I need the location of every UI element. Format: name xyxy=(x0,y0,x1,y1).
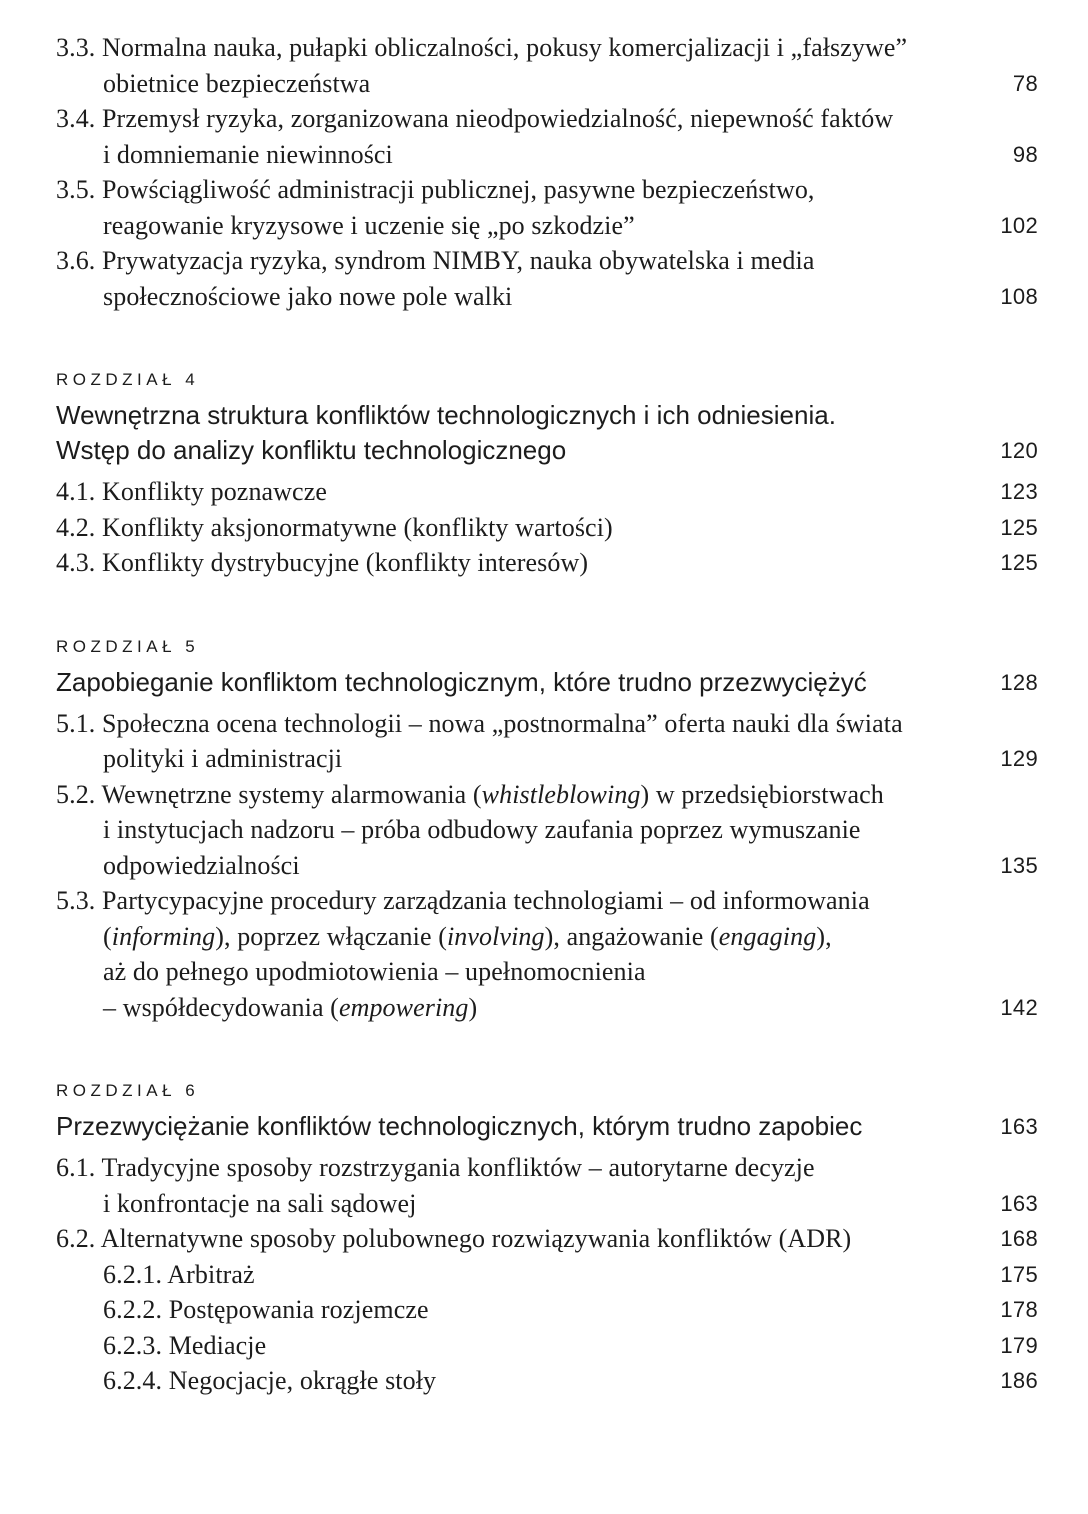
toc-entry-text: 4.3. Konflikty dystrybucyjne (konflikty interesów) xyxy=(56,548,589,577)
chapter-title-text: Przezwyciężanie konfliktów technologicznych, którym trudno zapobiec xyxy=(56,1111,863,1141)
text-run: ), poprzez włączanie ( xyxy=(215,921,447,951)
toc-page-number: 178 xyxy=(1000,1297,1038,1322)
toc-page-number: 163 xyxy=(1000,1190,1038,1216)
toc-page-number: 125 xyxy=(1000,550,1038,575)
chapter-4 xyxy=(56,368,1038,581)
toc-page-number: 123 xyxy=(1000,479,1038,504)
toc-entry-text: polityki i administracji xyxy=(103,744,343,773)
chapter-label: ROZDZIAŁ 4 xyxy=(56,370,200,389)
toc-page-number: 163 xyxy=(1000,1114,1038,1139)
toc-entry-text: obietnice bezpieczeństwa xyxy=(103,68,371,98)
toc-entry-6-1 xyxy=(56,1150,1038,1221)
chapter-title xyxy=(56,665,1038,700)
toc-entry-6-2-4 xyxy=(56,1363,1038,1399)
toc-entry-text: 5.3. Partycypacyjne procedury zarządzania technologiami – od informowania xyxy=(56,886,870,915)
toc-entry-text: i domniemanie niewinności xyxy=(103,139,393,169)
chapter-title-text: Zapobieganie konfliktom technologicznym, które trudno przezwyciężyć xyxy=(56,666,867,697)
text-run: ) w przedsiębiorstwach xyxy=(640,779,884,809)
toc-entry-text: 6.2.2. Postępowania rozjemcze xyxy=(103,1295,429,1324)
toc-entry-text: odpowiedzialności xyxy=(103,850,300,880)
text-run: ), angażowanie ( xyxy=(544,921,719,951)
toc-page-number: 98 xyxy=(1012,141,1038,167)
toc-entry-5-2 xyxy=(56,777,1038,884)
toc-page-number: 175 xyxy=(1000,1261,1038,1287)
toc-entry-text: 6.2. Alternatywne sposoby polubownego rozwiązywania konfliktów (ADR) xyxy=(56,1224,852,1253)
toc-entry-text: 3.5. Powściągliwość administracji publicznej, pasywne bezpieczeństwo, xyxy=(56,175,815,204)
chapter-title xyxy=(56,1109,1038,1144)
italic-term: engaging xyxy=(718,921,817,951)
toc-entry-text xyxy=(56,990,942,1026)
toc-entry-text: i konfrontacje na sali sądowej xyxy=(103,1188,417,1218)
text-run: 5.2. Wewnętrzne systemy alarmowania ( xyxy=(56,779,482,809)
italic-term: empowering xyxy=(338,992,469,1022)
toc-entry-text: 3.3. Normalna nauka, pułapki obliczalności, pokusy komercjalizacji i „fałszywe” xyxy=(56,33,908,62)
chapter-5 xyxy=(56,635,1038,1026)
toc-entry-6-2-3 xyxy=(56,1328,1038,1364)
toc-entry-6-2-1 xyxy=(56,1257,1038,1293)
toc-page-number: 78 xyxy=(1012,70,1038,96)
toc-entry-4-1 xyxy=(56,474,1038,510)
toc-entry-text: 3.6. Prywatyzacja ryzyka, syndrom NIMBY, nauka obywatelska i media xyxy=(56,246,815,275)
toc-entry-text: 4.2. Konflikty aksjonormatywne (konflikty wartości) xyxy=(56,512,613,542)
italic-term: involving xyxy=(446,921,545,951)
toc-entry-3-5 xyxy=(56,172,1038,243)
toc-page-number: 108 xyxy=(1000,283,1038,309)
toc-entry-text: aż do pełnego upodmiotowienia – upełnomocnienia xyxy=(103,957,646,986)
table-of-contents xyxy=(56,30,1038,1399)
toc-page-number: 125 xyxy=(1000,514,1038,540)
toc-entry-3-3 xyxy=(56,30,1038,101)
toc-entry-3-4 xyxy=(56,101,1038,172)
toc-entry-text: 3.4. Przemysł ryzyka, zorganizowana nieodpowiedzialność, niepewność faktów xyxy=(56,104,894,133)
toc-entry-text: 4.1. Konflikty poznawcze xyxy=(56,477,327,506)
text-run: ), xyxy=(816,921,832,951)
italic-term: informing xyxy=(111,921,216,951)
toc-entry-text: 6.2.3. Mediacje xyxy=(103,1330,267,1360)
toc-entry-text: 6.2.4. Negocjacje, okrągłe stoły xyxy=(103,1366,437,1395)
toc-entry-text: 6.1. Tradycyjne sposoby rozstrzygania konfliktów – autorytarne decyzje xyxy=(56,1153,815,1182)
toc-page-number: 186 xyxy=(1000,1368,1038,1393)
toc-entry-4-3 xyxy=(56,545,1038,581)
toc-page-number: 128 xyxy=(1000,669,1038,695)
toc-page-number: 142 xyxy=(1000,994,1038,1020)
chapter-title-text: Wstęp do analizy konfliktu technologicznego xyxy=(56,435,567,465)
toc-entry-5-3 xyxy=(56,883,1038,1025)
toc-page-number: 168 xyxy=(1000,1226,1038,1251)
toc-entry-text: 5.1. Społeczna ocena technologii – nowa „postnormalna” oferta nauki dla świata xyxy=(56,708,903,738)
italic-term: whistleblowing xyxy=(481,779,641,809)
toc-entry-6-2-2 xyxy=(56,1292,1038,1328)
text-run: ( xyxy=(103,921,112,951)
toc-entry-text: 6.2.1. Arbitraż xyxy=(103,1259,255,1289)
toc-page-number: 102 xyxy=(1000,212,1038,238)
toc-entry-text xyxy=(56,777,942,813)
chapter-6 xyxy=(56,1079,1038,1399)
chapter-label: ROZDZIAŁ 6 xyxy=(56,1081,200,1100)
toc-page-number: 120 xyxy=(1000,438,1038,463)
toc-page-number: 135 xyxy=(1000,852,1038,878)
text-run: – współdecydowania ( xyxy=(103,992,339,1022)
toc-page-number: 129 xyxy=(1000,746,1038,771)
chapter-title-text: Wewnętrzna struktura konfliktów technologicznych i ich odniesienia. xyxy=(56,400,836,430)
toc-entry-4-2 xyxy=(56,510,1038,546)
toc-entry-text: reagowanie kryzysowe i uczenie się „po szkodzie” xyxy=(103,210,635,240)
toc-entry-6-2 xyxy=(56,1221,1038,1257)
toc-entry-text: społecznościowe jako nowe pole walki xyxy=(103,281,513,311)
toc-entry-text xyxy=(56,919,942,955)
chapter-title xyxy=(56,398,1038,468)
toc-page-number: 179 xyxy=(1000,1332,1038,1358)
toc-entry-text: i instytucjach nadzoru – próba odbudowy zaufania poprzez wymuszanie xyxy=(103,815,861,844)
toc-entry-3-6 xyxy=(56,243,1038,314)
chapter-label: ROZDZIAŁ 5 xyxy=(56,636,200,656)
text-run: ) xyxy=(468,992,478,1022)
toc-entry-5-1 xyxy=(56,706,1038,777)
